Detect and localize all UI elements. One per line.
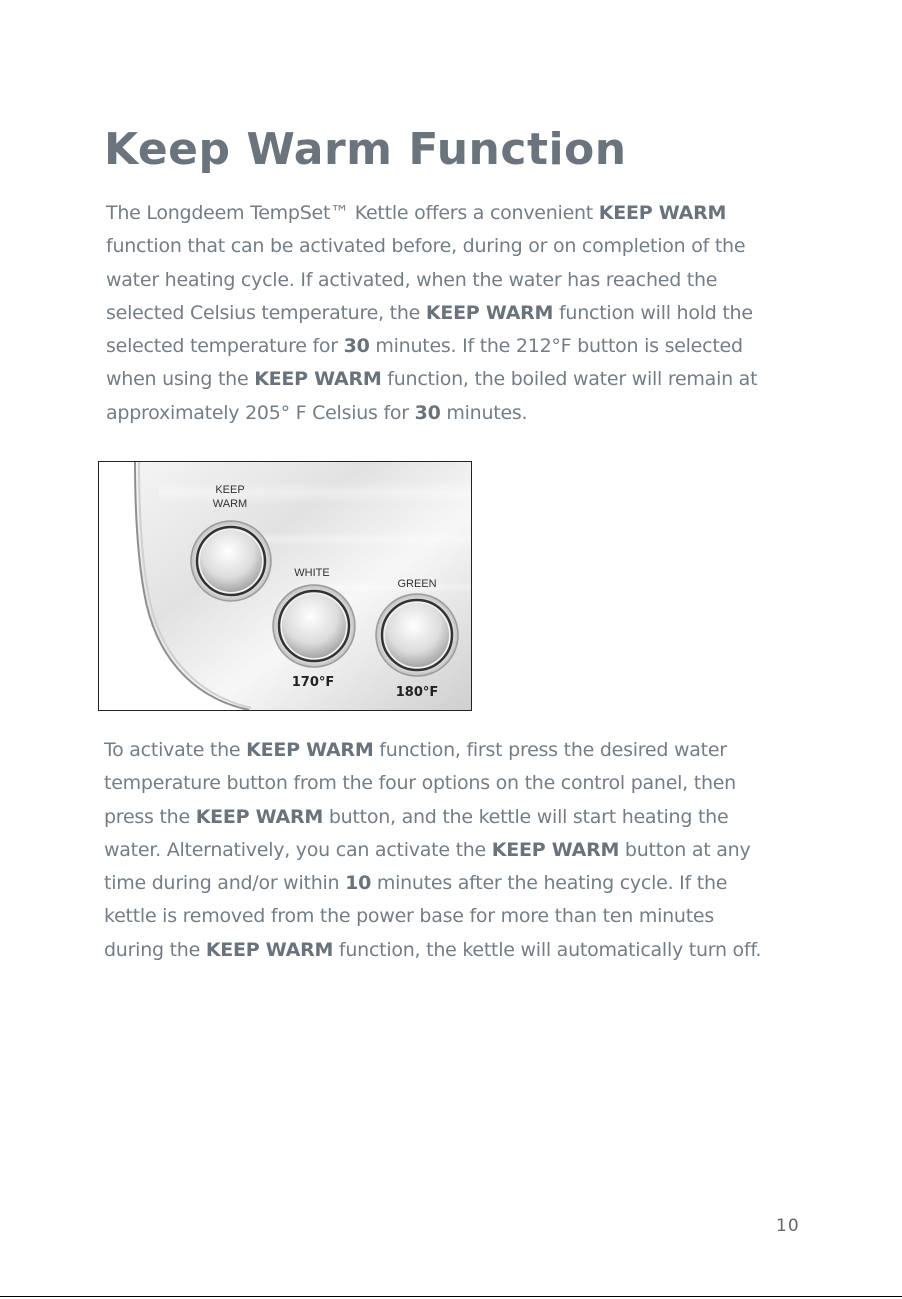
- white-label: WHITE: [294, 567, 330, 579]
- text-line: [104, 834, 761, 867]
- text-line: [106, 330, 757, 363]
- text-line: [104, 767, 761, 800]
- text-run: during the: [104, 938, 206, 961]
- keep-warm-label-line1: KEEP: [215, 484, 245, 496]
- text-line: [104, 934, 761, 967]
- bold-term: KEEP WARM: [254, 368, 382, 391]
- green-label: GREEN: [397, 578, 437, 590]
- text-line: [106, 363, 757, 396]
- bold-term: KEEP WARM: [491, 838, 620, 861]
- green-temp-label: 180°F: [395, 685, 439, 700]
- text-line: [106, 297, 757, 330]
- page-number: 10: [776, 1216, 800, 1236]
- text-run: function will hold the: [553, 301, 753, 324]
- text-line: [104, 734, 761, 767]
- text-run: when using the: [106, 368, 255, 391]
- text-line: [104, 801, 761, 834]
- text-run: minutes. If the 212°F button is selected: [369, 335, 743, 358]
- text-line: [106, 397, 757, 430]
- control-panel-photo: [98, 461, 472, 711]
- text-run: The Longdeem TempSet™ Kettle offers a convenient: [106, 202, 599, 224]
- page-title: Keep Warm Function: [104, 124, 627, 175]
- text-run: approximately 205° F Celsius for: [106, 401, 415, 424]
- text-run: function, the kettle will automatically turn off.: [333, 938, 762, 961]
- text-line: [106, 230, 757, 263]
- activation-paragraph: [104, 734, 761, 967]
- bottom-rule: [0, 1296, 902, 1297]
- text-line: [104, 867, 761, 900]
- keep-warm-label-line2: WARM: [212, 498, 248, 510]
- text-run: To activate the: [104, 739, 247, 761]
- bold-term: KEEP WARM: [205, 938, 334, 961]
- text-run: temperature button from the four options on the control panel, then: [104, 772, 736, 795]
- bold-term: 30: [343, 335, 370, 358]
- text-line: [104, 900, 761, 933]
- text-run: selected Celsius temperature, the: [106, 301, 426, 324]
- white-temp-label: 170°F: [291, 675, 335, 690]
- text-run: minutes after the heating cycle. If the: [371, 872, 728, 895]
- text-run: function that can be activated before, during or on completion of the: [106, 235, 746, 258]
- text-run: button at any: [619, 838, 751, 861]
- bold-term: KEEP WARM: [246, 739, 374, 761]
- text-run: minutes.: [440, 401, 528, 424]
- text-run: function, the boiled water will remain at: [381, 368, 758, 391]
- text-run: selected temperature for: [106, 335, 344, 358]
- bold-term: KEEP WARM: [598, 202, 727, 224]
- bold-term: KEEP WARM: [425, 301, 554, 324]
- text-run: press the: [104, 805, 196, 828]
- text-line: [106, 197, 757, 230]
- text-run: time during and/or within: [104, 872, 346, 895]
- text-run: function, first press the desired water: [373, 739, 727, 761]
- text-run: water heating cycle. If activated, when the water has reached the: [106, 268, 718, 291]
- bold-term: KEEP WARM: [195, 805, 324, 828]
- bold-term: 30: [414, 401, 441, 424]
- text-run: water. Alternatively, you can activate the: [104, 838, 492, 861]
- text-line: [106, 264, 757, 297]
- intro-paragraph: [106, 197, 757, 430]
- bold-term: 10: [345, 872, 372, 895]
- text-run: button, and the kettle will start heating the: [323, 805, 729, 828]
- text-run: kettle is removed from the power base for more than ten minutes: [104, 905, 714, 928]
